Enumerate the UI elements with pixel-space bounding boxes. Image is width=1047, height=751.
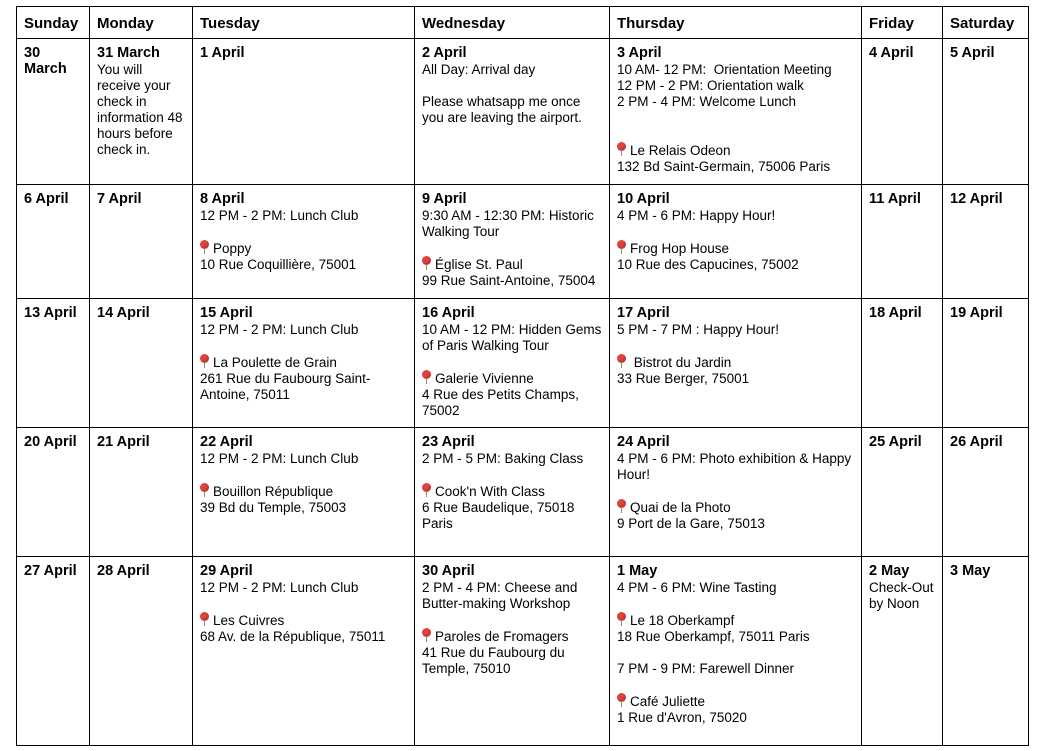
day-date: 20 April	[24, 434, 77, 450]
day-date: 27 April	[24, 563, 77, 579]
day-cell-saturday	[943, 39, 1029, 185]
day-date: 29 April	[200, 563, 253, 579]
event-location	[200, 612, 407, 629]
event-line-text: Check-Out by Noon	[869, 580, 938, 611]
event-line-text: La Poulette de Grain	[213, 355, 337, 370]
event-text	[617, 629, 854, 645]
spacer	[617, 338, 854, 354]
day-date: 19 April	[950, 305, 1003, 321]
spacer	[422, 240, 602, 256]
day-date: 17 April	[617, 305, 670, 321]
event-line-text: 12 PM - 2 PM: Lunch Club	[200, 580, 359, 595]
day-date: 30 April	[422, 563, 475, 579]
event-location	[617, 612, 854, 629]
event-text	[422, 273, 602, 289]
day-cell-thursday	[610, 185, 862, 299]
event-line-text: 12 PM - 2 PM: Lunch Club	[200, 451, 359, 466]
event-text	[97, 62, 185, 158]
day-date: 26 April	[950, 434, 1003, 450]
event-location	[617, 693, 854, 710]
spacer	[422, 612, 602, 628]
event-line-text: 9:30 AM - 12:30 PM: Historic Walking Tour	[422, 208, 602, 239]
event-text	[200, 500, 407, 516]
event-line-text: You will receive your check in information 48 hours before check in.	[97, 62, 187, 157]
event-text	[422, 62, 602, 78]
calendar-table	[16, 6, 1029, 746]
day-date: 28 April	[97, 563, 150, 579]
spacer	[200, 224, 407, 240]
day-cell-friday	[862, 299, 943, 428]
event-text	[617, 710, 854, 726]
day-date: 18 April	[869, 305, 922, 321]
round-pushpin-icon	[617, 240, 627, 254]
event-line-text: 1 Rue d'Avron, 75020	[617, 710, 747, 725]
event-text	[617, 159, 854, 175]
event-text	[617, 208, 854, 224]
event-text	[422, 322, 606, 354]
event-line-text: 7 PM - 9 PM: Farewell Dinner	[617, 661, 795, 676]
event-line-text: 68 Av. de la République, 75011	[200, 629, 386, 644]
event-location	[617, 499, 854, 516]
round-pushpin-icon	[200, 483, 210, 497]
day-date: 14 April	[97, 305, 150, 321]
event-line-text: 6 Rue Baudelique, 75018 Paris	[422, 500, 579, 531]
week-row	[17, 39, 1029, 185]
round-pushpin-icon	[422, 370, 432, 384]
event-line-text: 2 PM - 4 PM: Welcome Lunch	[617, 94, 797, 109]
event-text	[869, 580, 938, 612]
day-cell-friday	[862, 557, 943, 746]
spacer	[617, 677, 854, 693]
week-row	[17, 299, 1029, 428]
day-cell-tuesday	[193, 428, 415, 557]
day-date: 2 May	[869, 563, 910, 579]
day-date: 3 April	[617, 45, 662, 61]
round-pushpin-icon	[200, 612, 210, 626]
event-line-text: Cook'n With Class	[435, 484, 545, 499]
day-cell-monday	[90, 428, 193, 557]
event-text	[617, 371, 854, 387]
header-monday: Monday	[90, 7, 193, 39]
day-cell-monday	[90, 557, 193, 746]
day-cell-wednesday	[415, 428, 610, 557]
event-line-text: 4 PM - 6 PM: Wine Tasting	[617, 580, 777, 595]
day-cell-monday	[90, 39, 193, 185]
event-text	[617, 94, 854, 110]
event-line-text: 261 Rue du Faubourg Saint-Antoine, 75011	[200, 371, 371, 402]
event-text	[422, 580, 602, 612]
event-text	[200, 629, 407, 645]
day-date: 5 April	[950, 45, 995, 61]
event-line-text: 10 Rue des Capucines, 75002	[617, 257, 799, 272]
spacer	[617, 483, 854, 499]
header-saturday: Saturday	[943, 7, 1029, 39]
day-cell-friday	[862, 39, 943, 185]
event-text	[200, 371, 407, 403]
event-line-text: 12 PM - 2 PM: Lunch Club	[200, 208, 359, 223]
spacer	[200, 338, 407, 354]
spacer	[617, 645, 854, 661]
spacer	[422, 467, 602, 483]
event-line-text: 10 AM- 12 PM: Orientation Meeting	[617, 62, 832, 77]
event-line-text: 2 PM - 5 PM: Baking Class	[422, 451, 584, 466]
day-cell-tuesday	[193, 39, 415, 185]
day-date: 25 April	[869, 434, 922, 450]
day-date: 21 April	[97, 434, 150, 450]
event-line-text: 33 Rue Berger, 75001	[617, 371, 750, 386]
round-pushpin-icon	[200, 240, 210, 254]
day-date: 24 April	[617, 434, 670, 450]
event-line-text: Le Relais Odeon	[630, 143, 731, 158]
event-location	[422, 256, 602, 273]
spacer	[617, 224, 854, 240]
spacer	[200, 596, 407, 612]
day-cell-thursday	[610, 39, 862, 185]
event-line-text: 132 Bd Saint-Germain, 75006 Paris	[617, 159, 831, 174]
day-cell-sunday	[17, 428, 90, 557]
week-row	[17, 428, 1029, 557]
header-sunday: Sunday	[17, 7, 90, 39]
spacer	[200, 467, 407, 483]
event-location	[422, 483, 602, 500]
event-text	[422, 645, 602, 677]
day-cell-wednesday	[415, 185, 610, 299]
day-date: 9 April	[422, 191, 467, 207]
day-date: 4 April	[869, 45, 914, 61]
round-pushpin-icon	[617, 612, 627, 626]
round-pushpin-icon	[200, 354, 210, 368]
day-cell-friday	[862, 185, 943, 299]
day-date: 15 April	[200, 305, 253, 321]
event-location	[200, 240, 407, 257]
event-line-text: Poppy	[213, 241, 252, 256]
day-cell-monday	[90, 299, 193, 428]
day-date: 11 April	[869, 191, 921, 207]
event-text	[422, 451, 602, 467]
event-line-text: Église St. Paul	[435, 257, 523, 272]
day-cell-sunday	[17, 299, 90, 428]
day-date: 30 March	[24, 45, 67, 77]
round-pushpin-icon	[422, 256, 432, 270]
day-date: 2 April	[422, 45, 467, 61]
event-text	[617, 451, 854, 483]
event-line-text: 4 PM - 6 PM: Happy Hour!	[617, 208, 776, 223]
day-date: 6 April	[24, 191, 69, 207]
week-row	[17, 557, 1029, 746]
event-location	[200, 354, 407, 371]
round-pushpin-icon	[422, 628, 432, 642]
day-date: 31 March	[97, 45, 160, 61]
event-line-text: 5 PM - 7 PM : Happy Hour!	[617, 322, 780, 337]
spacer	[422, 78, 602, 94]
event-line-text: 2 PM - 4 PM: Cheese and Butter-making Workshop	[422, 580, 582, 611]
day-cell-tuesday	[193, 299, 415, 428]
spacer	[617, 596, 854, 612]
event-text	[617, 322, 854, 338]
event-line-text: 10 Rue Coquillière, 75001	[200, 257, 357, 272]
day-date: 16 April	[422, 305, 475, 321]
event-location	[617, 240, 854, 257]
event-text	[200, 580, 407, 596]
day-date: 1 April	[200, 45, 245, 61]
header-wednesday: Wednesday	[415, 7, 610, 39]
day-cell-tuesday	[193, 185, 415, 299]
event-location	[422, 370, 602, 387]
day-cell-wednesday	[415, 299, 610, 428]
event-text	[422, 94, 602, 126]
header-row	[17, 7, 1029, 39]
event-line-text: Les Cuivres	[213, 613, 285, 628]
day-date: 1 May	[617, 563, 658, 579]
header-thursday: Thursday	[610, 7, 862, 39]
event-text	[200, 257, 407, 273]
event-line-text: 10 AM - 12 PM: Hidden Gems of Paris Walking Tour	[422, 322, 606, 353]
spacer	[617, 126, 854, 142]
event-text	[200, 208, 407, 224]
event-location	[617, 354, 854, 371]
event-text	[617, 78, 854, 94]
event-line-text: 4 PM - 6 PM: Photo exhibition & Happy Hour!	[617, 451, 855, 482]
event-line-text: 12 PM - 2 PM: Orientation walk	[617, 78, 804, 93]
event-location	[200, 483, 407, 500]
day-date: 8 April	[200, 191, 245, 207]
day-cell-thursday	[610, 428, 862, 557]
day-date: 12 April	[950, 191, 1003, 207]
event-line-text: All Day: Arrival day	[422, 62, 536, 77]
day-date: 13 April	[24, 305, 77, 321]
header-tuesday: Tuesday	[193, 7, 415, 39]
event-text	[422, 500, 602, 532]
event-line-text: Bistrot du Jardin	[630, 355, 732, 370]
event-text	[617, 257, 854, 273]
calendar-body	[17, 39, 1029, 746]
event-text	[617, 62, 854, 78]
event-line-text: 99 Rue Saint-Antoine, 75004	[422, 273, 596, 288]
header-friday: Friday	[862, 7, 943, 39]
day-cell-saturday	[943, 299, 1029, 428]
event-text	[617, 661, 854, 677]
event-text	[617, 580, 854, 596]
event-line-text: 18 Rue Oberkampf, 75011 Paris	[617, 629, 810, 644]
event-line-text: Frog Hop House	[630, 241, 730, 256]
day-date: 7 April	[97, 191, 142, 207]
day-cell-sunday	[17, 557, 90, 746]
event-line-text: 9 Port de la Gare, 75013	[617, 516, 765, 531]
event-text	[422, 387, 602, 419]
event-line-text: Bouillon République	[213, 484, 334, 499]
round-pushpin-icon	[617, 693, 627, 707]
round-pushpin-icon	[617, 142, 627, 156]
round-pushpin-icon	[617, 354, 627, 368]
day-cell-wednesday	[415, 557, 610, 746]
day-cell-thursday	[610, 557, 862, 746]
day-cell-wednesday	[415, 39, 610, 185]
event-line-text: Café Juliette	[630, 694, 706, 709]
day-cell-thursday	[610, 299, 862, 428]
event-line-text: Paroles de Fromagers	[435, 629, 569, 644]
event-line-text: 4 Rue des Petits Champs, 75002	[422, 387, 583, 418]
event-line-text: 39 Bd du Temple, 75003	[200, 500, 347, 515]
round-pushpin-icon	[617, 499, 627, 513]
event-text	[200, 451, 407, 467]
spacer	[422, 354, 602, 370]
event-location	[617, 142, 854, 159]
round-pushpin-icon	[422, 483, 432, 497]
event-line-text: Quai de la Photo	[630, 500, 731, 515]
event-line-text: Le 18 Oberkampf	[630, 613, 735, 628]
day-date: 3 May	[950, 563, 991, 579]
day-cell-saturday	[943, 428, 1029, 557]
day-cell-saturday	[943, 185, 1029, 299]
event-line-text: 41 Rue du Faubourg du Temple, 75010	[422, 645, 569, 676]
event-text	[422, 208, 602, 240]
event-line-text: Galerie Vivienne	[435, 371, 534, 386]
event-text	[617, 516, 854, 532]
event-line-text: 12 PM - 2 PM: Lunch Club	[200, 322, 359, 337]
day-date: 22 April	[200, 434, 253, 450]
day-date: 10 April	[617, 191, 670, 207]
day-date: 23 April	[422, 434, 475, 450]
event-location	[422, 628, 602, 645]
spacer	[617, 110, 854, 126]
week-row	[17, 185, 1029, 299]
day-cell-monday	[90, 185, 193, 299]
day-cell-saturday	[943, 557, 1029, 746]
day-cell-sunday	[17, 39, 90, 185]
day-cell-friday	[862, 428, 943, 557]
day-cell-sunday	[17, 185, 90, 299]
event-text	[200, 322, 407, 338]
day-cell-tuesday	[193, 557, 415, 746]
event-line-text: Please whatsapp me once you are leaving the airport.	[422, 94, 585, 125]
